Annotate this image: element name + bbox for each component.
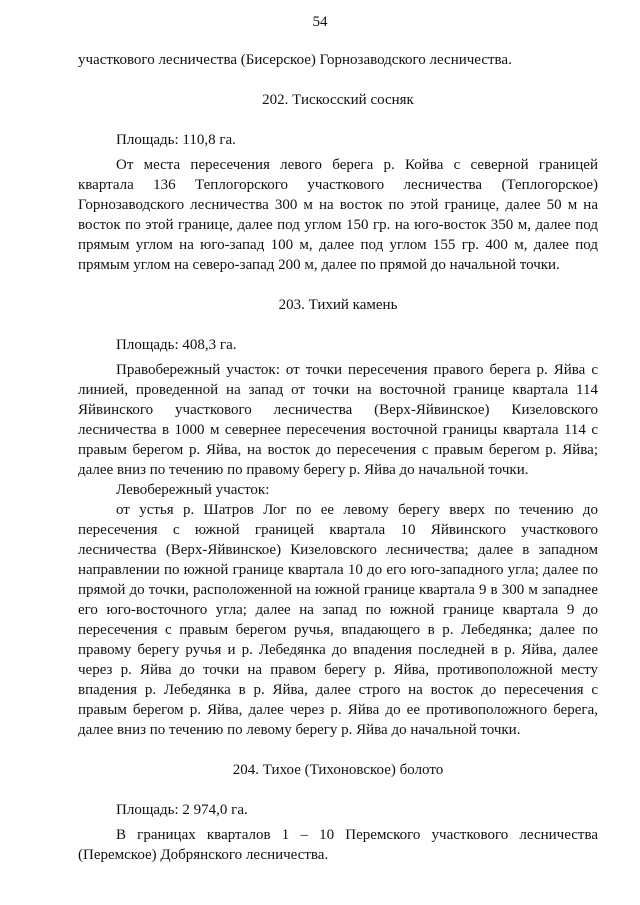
section-heading: 202. Тискосский сосняк xyxy=(262,92,414,108)
section-area: Площадь: 2 974,0 га. xyxy=(116,802,248,818)
section-paragraph: Правобережный участок: от точки пересечения правого берега р. Яйва с линией, проведенной на запад от точки на восточной границе квартала 114 Яйвинского участкового лесничества (Верх-Яйвинское) Кизеловского лесничества в 1000 м севернее пересечения восточной границы квартала 114 с правым берегом р. Яйва, на восток до пересечения с правым берегом р. Яйва; далее вниз по течению по правому берегу р. Яйва до начальной точки. xyxy=(78,362,598,478)
document-body xyxy=(78,50,598,865)
section-paragraph: От места пересечения левого берега р. Койва с северной границей квартала 136 Теплогорского участкового лесничества (Теплогорское) Горнозаводского лесничества 300 м на восток по этой границе, далее 50 м на восток по этой границе, далее под углом 150 гр. на юго-восток 350 м, далее под прямым углом на юго-запад 100 м, далее под углом 155 гр. 400 м, далее под прямым углом на северо-запад 200 м, далее по прямой до начальной точки. xyxy=(78,157,598,273)
section-paragraph: от устья р. Шатров Лог по ее левому берегу вверх по течению до пересечения с южной границей квартала 10 Яйвинского участкового лесничества (Верх-Яйвинское) Кизеловского лесничества; далее в западном направлении по южной границе квартала 10 до его юго-западного угла; далее по прямой до точки, расположенной на южной границе квартала 9 в 300 м западнее его юго-восточного угла; далее на запад по южной границе квартала 9 до пересечения с правым берегом ручья, впадающего в р. Лебедянка; далее по правому берегу ручья и р. Лебедянка до впадения последней в р. Яйва, далее через р. Яйва до точки на правом берегу р. Яйва, противоположной месту впадения р. Лебедянка в р. Яйва, далее строго на восток до пересечения с правым берегом р. Яйва, далее через р. Яйва до ее противоположного берега, далее вниз по течению по левому берегу р. Яйва до начальной точки. xyxy=(78,502,598,738)
section-heading: 204. Тихое (Тихоновское) болото xyxy=(232,762,444,778)
section-204 xyxy=(78,760,598,865)
section-202 xyxy=(78,90,598,275)
carryover-paragraph: участкового лесничества (Бисерское) Горнозаводского лесничества. xyxy=(78,52,512,68)
section-area: Площадь: 408,3 га. xyxy=(116,337,237,353)
section-heading: 203. Тихий камень xyxy=(278,297,398,313)
section-paragraph: В границах кварталов 1 – 10 Перемского участкового лесничества (Перемское) Добрянского лесничества. xyxy=(78,827,598,863)
section-subheading: Левобережный участок: xyxy=(116,482,270,498)
section-203 xyxy=(78,295,598,740)
page-number: 54 xyxy=(312,14,328,30)
section-area: Площадь: 110,8 га. xyxy=(116,132,236,148)
